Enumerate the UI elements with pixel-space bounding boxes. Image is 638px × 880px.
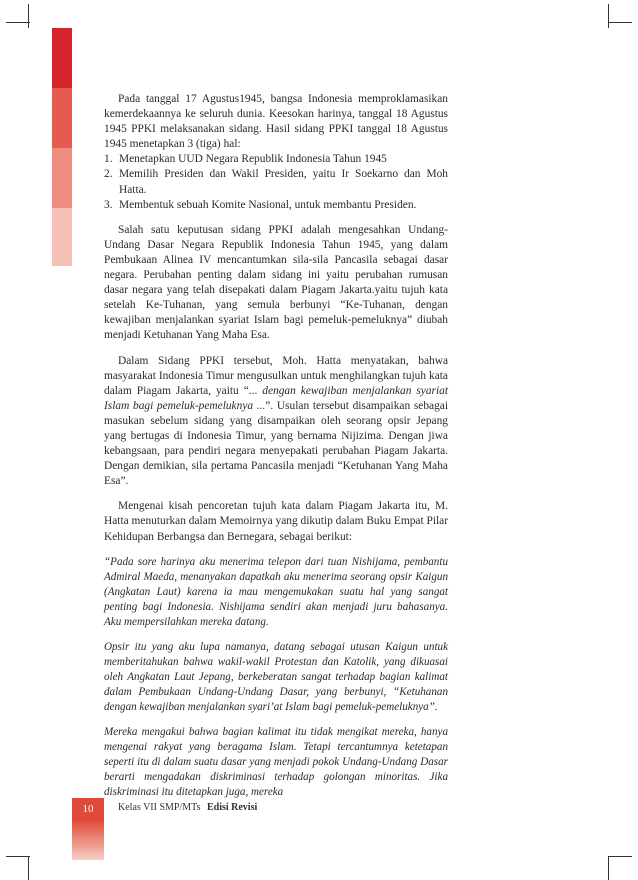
paragraph-text: ”. Usulan tersebut disampaikan sebagai masukan sebelum sidang yang disampaikan oleh seorang opsir Jepang yang bertugas di Indonesia Timur, yang bernama Nijizima. Dengan jiwa kebangsaan, para pendiri negara menyepakati perubahan Piagam Jakarta. Dengan demikian, sila pertama Pancasila menjadi “Ketuhanan Yang Maha Esa”. [104, 399, 448, 488]
paragraph-text: Dalam Sidang PPKI tersebut, Moh. Hatta menyatakan, bahwa masyarakat Indonesia Timur mengusulkan untuk menghilangkan tujuh kata dalam Piagam Jakarta, yaitu “... [104, 354, 448, 397]
edition-label: Edisi Revisi [206, 802, 258, 813]
crop-mark [608, 22, 632, 23]
page-body [104, 92, 448, 810]
quote-paragraph: Opsir itu yang aku lupa namanya, datang sebagai utusan Kaigun untuk memberitahukan bahwa wakil-wakil Protestan dan Katolik, yang dikuasai oleh Angkatan Laut Jepang, berkeberatan sangat terhadap bagian kalimat dalam Pembukaan Undang-Undang Dasar, yang berbunyi, “Ketuhanan dengan kewajiban menjalankan syari’at Islam bagi pemeluk-pemeluknya”. [104, 640, 448, 713]
paragraph-emphasis: dengan kewajiban menjalankan syariat Islam bagi pemeluk-pemeluknya ... [104, 384, 448, 412]
list-text: Memilih Presiden dan Wakil Presiden, yaitu Ir Soekarno dan Moh Hatta. [119, 168, 448, 196]
paragraph: Salah satu keputusan sidang PPKI adalah mengesahkan Undang-Undang Dasar Negara Republik Indonesia Tahun 1945, yang dalam Pembukaan Alinea IV mencantumkan sila-sila Pancasila sebagai dasar negara. Perubahan penting dalam sidang ini yaitu perubahan rumusan dasar negara yang telah disepakati dalam Piagam Jakarta.yaitu tujuh kata setelah Ke-Tuhanan, yang semula berbunyi “Ke-Tuhanan, dengan kewajiban menjalankan syariat Islam bagi pemeluk-pemeluknya” diubah menjadi Ketuhanan Yang Maha Esa. [104, 223, 448, 342]
list-text: Membentuk sebuah Komite Nasional, untuk membantu Presiden. [119, 198, 417, 211]
crop-mark [608, 856, 609, 880]
side-color-band [52, 88, 72, 148]
crop-mark [608, 856, 632, 857]
side-color-band [52, 28, 72, 88]
decision-list [104, 152, 448, 212]
list-text: Menetapkan UUD Negara Republik Indonesia Tahun 1945 [119, 153, 387, 166]
quote-paragraph: “Pada sore harinya aku menerima telepon dari tuan Nishijama, pembantu Admiral Maeda, menanyakan dapatkah aku menerima seorang opsir Kaigun (Angkatan Laut) karena ia mau mengemukakan suatu hal yang sangat penting bagi Indonesia. Nishijama sendiri akan menjadi juru bahasanya. Aku mempersilahkan mereka datang. [104, 555, 448, 628]
quote-paragraph: Mereka mengakui bahwa bagian kalimat itu tidak mengikat mereka, hanya mengenai rakyat yang beragama Islam. Tetapi tercantumnya ketetapan seperti itu di dalam suatu dasar yang menjadi pokok Undang-Undang Dasar berarti mengadakan diskriminasi terhadap golongan minoritas. Jika diskriminasi itu ditetapkan juga, mereka [104, 725, 448, 798]
list-number: 1. [104, 153, 113, 166]
list-item [104, 167, 448, 197]
crop-mark [28, 4, 29, 28]
list-item [104, 152, 448, 167]
list-number: 3. [104, 198, 113, 211]
book-title: Kelas VII SMP/MTs [118, 802, 201, 813]
side-color-band [52, 208, 72, 266]
footer-caption [118, 802, 257, 813]
list-number: 2. [104, 168, 113, 181]
page-number: 10 [72, 798, 104, 820]
paragraph: Mengenai kisah pencoretan tujuh kata dalam Piagam Jakarta itu, M. Hatta menuturkan dalam Memoirnya yang dikutip dalam Buku Empat Pilar Kehidupan Berbangsa dan Bernegara, sebagai berikut: [104, 500, 448, 543]
paragraph: Pada tanggal 17 Agustus1945, bangsa Indonesia memproklamasikan kemerdekaannya ke seluruh dunia. Keesokan harinya, tanggal 18 Agustus 1945 PPKI melaksanakan sidang. Hasil sidang PPKI tanggal 18 Agustus 1945 menetapkan 3 (tiga) hal: [104, 93, 448, 151]
footer-ribbon [72, 820, 104, 860]
list-item [104, 198, 448, 213]
crop-mark [608, 4, 609, 28]
crop-mark [28, 856, 29, 880]
crop-mark [6, 856, 30, 857]
crop-mark [6, 22, 30, 23]
side-color-band [52, 148, 72, 208]
paragraph [104, 354, 448, 490]
